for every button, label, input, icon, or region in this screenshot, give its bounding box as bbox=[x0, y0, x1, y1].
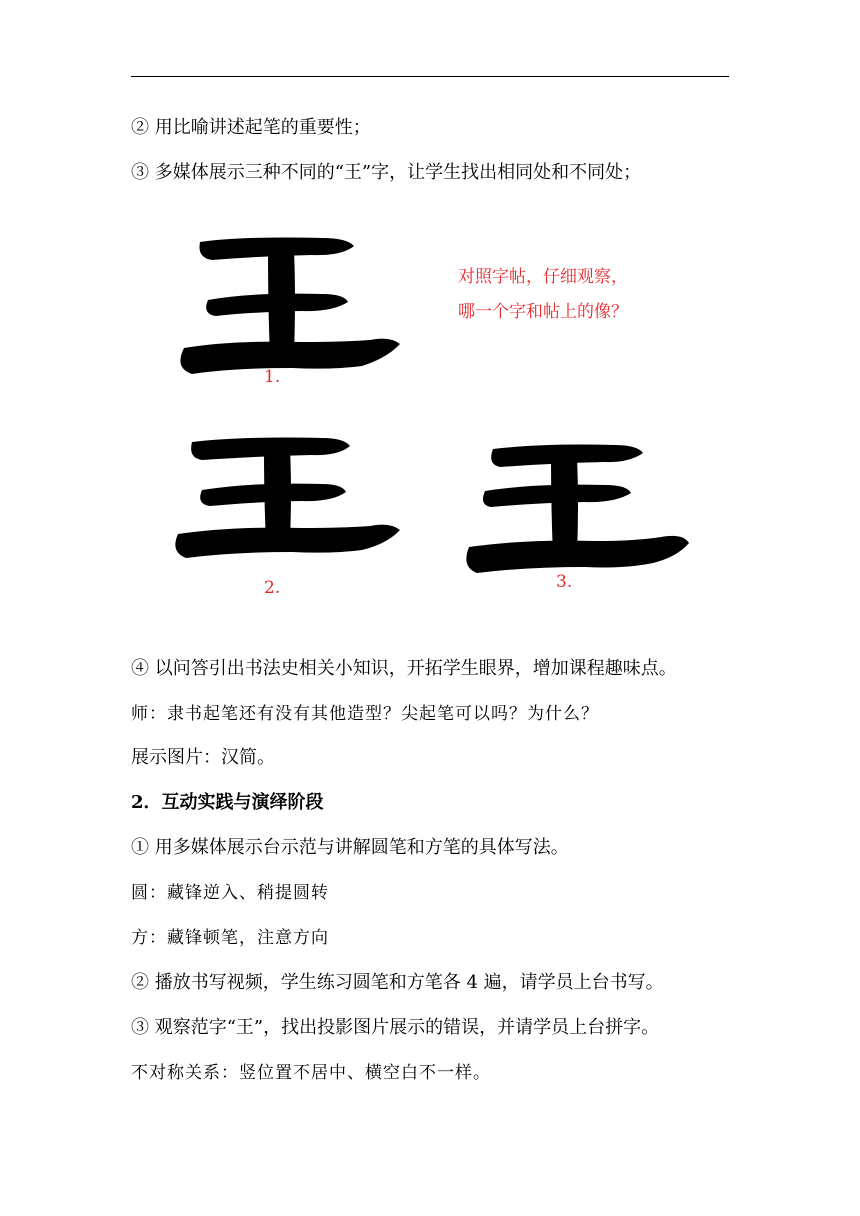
section-heading: 2．互动实践与演绎阶段 bbox=[131, 792, 324, 813]
figure-prompt-line-2: 哪一个字和帖上的像？ bbox=[458, 302, 628, 322]
text-line-11: ③ 观察范字“王”，找出投影图片展示的错误，并请学员上台拼字。 bbox=[131, 1017, 660, 1038]
text-line-5: 展示图片：汉简。 bbox=[131, 747, 275, 768]
text-line-8: 圆：藏锋逆入、稍提圆转 bbox=[131, 883, 329, 903]
text-line-3: ④ 以问答引出书法史相关小知识，开拓学生眼界，增加课程趣味点。 bbox=[131, 658, 677, 679]
figure-label-3: 3. bbox=[556, 572, 573, 592]
text-line-12: 不对称关系：竖位置不居中、横空白不一样。 bbox=[131, 1063, 491, 1083]
figure-label-2: 2. bbox=[264, 578, 281, 598]
figure-label-1: 1. bbox=[264, 367, 281, 387]
wang-glyph-3 bbox=[465, 435, 695, 580]
text-line-10: ② 播放书写视频，学生练习圆笔和方笔各 4 遍，请学员上台书写。 bbox=[131, 972, 664, 993]
text-line-4: 师：隶书起笔还有没有其他造型？尖起笔可以吗？为什么？ bbox=[131, 704, 599, 724]
header-rule bbox=[131, 76, 729, 77]
wang-glyph-2 bbox=[172, 430, 402, 570]
text-line-9: 方：藏锋顿笔，注意方向 bbox=[131, 928, 329, 948]
text-line-1: ② 用比喻讲述起笔的重要性； bbox=[131, 117, 371, 138]
text-line-7: ① 用多媒体展示台示范与讲解圆笔和方笔的具体写法。 bbox=[131, 837, 569, 858]
wang-character-figure bbox=[150, 210, 730, 610]
text-line-2: ③ 多媒体展示三种不同的“王”字，让学生找出相同处和不同处； bbox=[131, 162, 642, 183]
figure-prompt-line-1: 对照字帖，仔细观察， bbox=[458, 267, 628, 287]
wang-glyph-1 bbox=[172, 228, 402, 383]
